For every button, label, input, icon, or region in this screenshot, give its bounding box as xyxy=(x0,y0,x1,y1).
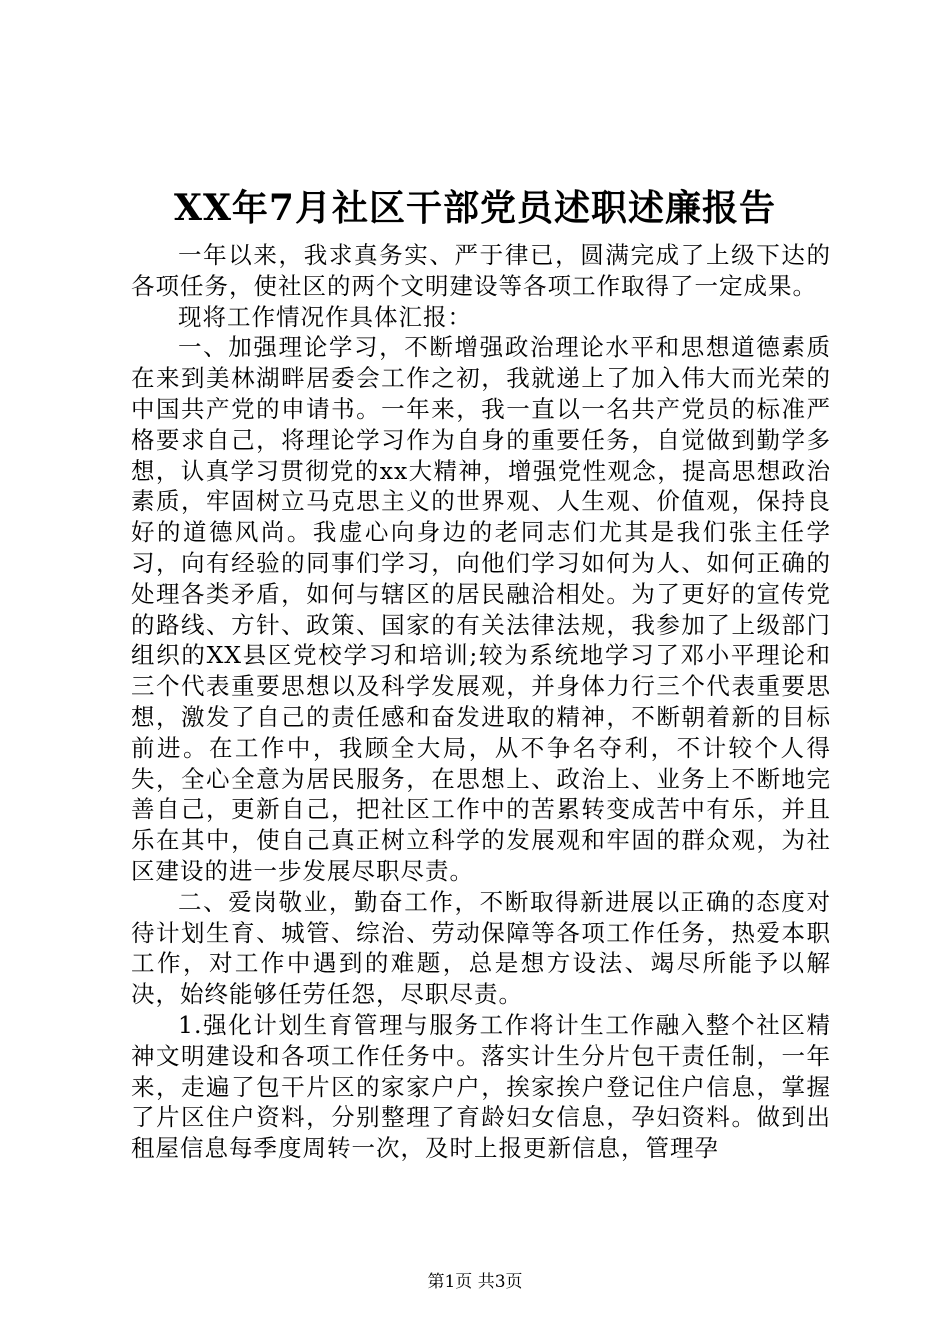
document-title: XX年7月社区干部党员述职述廉报告 xyxy=(174,187,776,229)
paragraph-intro: 一年以来，我求真务实、严于律已，圆满完成了上级下达的各项任务，使社区的两个文明建设等各项工作取得了一定成果。 xyxy=(131,241,831,300)
paragraph-report-lead: 现将工作情况作具体汇报： xyxy=(178,302,472,331)
paragraph-section-one: 一、加强理论学习，不断增强政治理论水平和思想道德素质在来到美林湖畔居委会工作之初，我就递上了加入伟大而光荣的中国共产党的申请书。一年来，我一直以一名共产党员的标准严格要求自己，将理论学习作为自身的重要任务，自觉做到勤学多想，认真学习贯彻党的xx大精神，增强党性观念，提高思想政治素质，牢固树立马克思主义的世界观、人生观、价值观，保持良好的道德风尚。我虚心向身边的老同志们尤其是我们张主任学习，向有经验的同事们学习，向他们学习如何为人、如何正确的处理各类矛盾，如何与辖区的居民融洽相处。为了更好的宣传党的路线、方针、政策、国家的有关法律法规，我参加了上级部门组织的XX县区党校学习和培训;较为系统地学习了邓小平理论和三个代表重要思想以及科学发展观，并身体力行三个代表重要思想，激发了自己的责任感和奋发进取的精神，不断朝着新的目标前进。在工作中，我顾全大局，从不争名夺利，不计较个人得失，全心全意为居民服务，在思想上、政治上、业务上不断地完善自己，更新自己，把社区工作中的苦累转变成苦中有乐，并且乐在其中，使自己真正树立科学的发展观和牢固的群众观，为社区建设的进一步发展尽职尽责。 xyxy=(131,333,831,885)
document-body xyxy=(131,240,831,1164)
paragraph-item-one: 1.强化计划生育管理与服务工作将计生工作融入整个社区精神文明建设和各项工作任务中。落实计生分片包干责任制，一年来，走遍了包干片区的家家户户，挨家挨户登记住户信息，掌握了片区住户资料，分别整理了育龄妇女信息，孕妇资料。做到出租屋信息每季度周转一次，及时上报更新信息，管理孕 xyxy=(131,1010,831,1163)
paragraph-section-two: 二、爱岗敬业，勤奋工作，不断取得新进展以正确的态度对待计划生育、城管、综治、劳动保障等各项工作任务，热爱本职工作，对工作中遇到的难题，总是想方设法、竭尽所能予以解决，始终能够任劳任怨，尽职尽责。 xyxy=(131,887,831,1009)
page-number-footer: 第1页 共3页 xyxy=(427,1272,523,1292)
